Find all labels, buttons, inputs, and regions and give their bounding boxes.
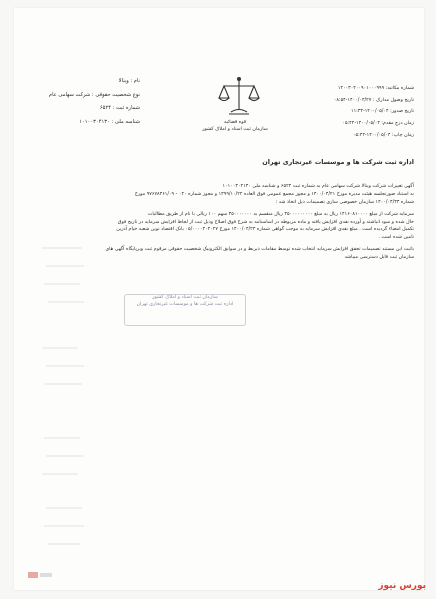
official-stamp	[124, 294, 246, 326]
org-line-2: سازمان ثبت اسناد و املاک کشور	[202, 127, 268, 132]
judiciary-scales-emblem-icon	[214, 74, 264, 120]
stamp-line-1: سازمان ثبت اسناد و املاک کشور	[152, 295, 218, 300]
sign-date: زمان درج مقدم: ۱۴۰۰/۰۵/۰۴-۰۵:۴۲	[342, 121, 414, 127]
body-line: سازمان ثبت قابل دسترسی میباشد	[344, 255, 414, 261]
body-line: شماره ۱۴۰۰/۰۴/۳۳ سازمان خصوصی سازی تصمیمات ذیل اتخاذ شد :	[275, 199, 414, 205]
letter-number: شماره مکاتبه: ۱۴۰۰۳۰۴۰۰۹۰۱۰۰۰۹۹۹	[337, 86, 414, 91]
body-line: باثبت این مستند تصمیمات تحقق افزایش سرمایه انتخاب شده توسط مقامات ذیربط و در سوابق الکترونیک شخصیت حقوقی مرقوم ثبت وبرپایگاه آگهی های	[105, 247, 414, 253]
notice-body	[74, 184, 414, 263]
body-line: تکمیل امضاء گردیده است . مبلغ نقدی افزایش سرمایه به موجب گواهی شماره ۱۴۰۰/۰۴/۲۳ مورخ ۰۵/۰۰۰۰۴۰۴۰۲۷ بانک اقتصاد نوین شعبه خیام آذرین	[116, 227, 414, 233]
body-line: آگهی تغییرات شرکت وینالا شرکت سهامی عام به شماره ثبت ۶۵۲۴ و شناسه ملی ۱۰۱۰۰۳۰۴۱۳۰	[222, 184, 414, 189]
body-line: حال شده و سود انباشته و آورده نقدی افزایش یافته و ماده مربوطه در اساسنامه به شرح فوق اصلاح وذیل ثبت از لحاظ افزایش سرمایه در تاریخ فوق	[117, 219, 414, 225]
national-id: شناسه ملی : ۱۰۱۰۰۳۰۴۱۳۰	[79, 118, 140, 125]
body-line: به استناد صورتجلسه هیئت مدیره مورخ ۱۴۰۰/۰۴/۲۱ و مجوز مجمع عمومی فوق العاده ۱۳۹۹/۱۰/۲۲ و مجوز شماره ۰۲۰ - ۹۷۶۷۸۳۶۱/۰۹ مورخ	[134, 191, 414, 197]
document-page	[14, 8, 424, 590]
print-time: زمان چاپ: ۱۴۰۰/۰۵/۰۴-۰۵:۴۲	[352, 132, 414, 138]
body-line: تامین شده است .	[378, 235, 414, 241]
body-line: سرمایه شرکت از مبلغ ۱۴۱۶۰۸۱۰۰۰۰ ریال به مبلغ ۳۵۰۰۰۰۰۰۰۰۰ ریال منقسم به ۳۵۰۰۰۰۰۰۰ سهم ۱۰۰ ریالی با نام از طریق مطالبات	[147, 211, 414, 217]
entity-type: نوع شخصیت حقوقی : شرکت سهامی عام	[48, 91, 140, 98]
department-title: اداره ثبت شرکت ها و موسسات غیرتجاری تهران	[262, 158, 414, 166]
receipt-date: تاریخ وصول مدارک : ۱۴۰۰/۰۴/۲۷-۰۸:۵۴	[333, 97, 414, 103]
watermark-brand: بورس نیوز	[378, 581, 426, 591]
org-line-1: قوه قضائیه	[223, 120, 247, 125]
company-name: نام : وینالا	[118, 78, 140, 84]
issue-date: تاریخ صدور: ۱۴۰۰/۰۵/۰۴-۱۱:۳۳	[351, 109, 414, 115]
faint-logo-icon	[28, 570, 54, 580]
company-meta	[48, 78, 140, 132]
bleed-through-marks	[34, 238, 94, 568]
registration-number: شماره ثبت : ۶۵۲۴	[99, 105, 140, 111]
letter-meta	[294, 86, 414, 144]
stamp-line-2: اداره ثبت شرکت ها و موسسات غیرتجاری تهران	[136, 301, 234, 307]
